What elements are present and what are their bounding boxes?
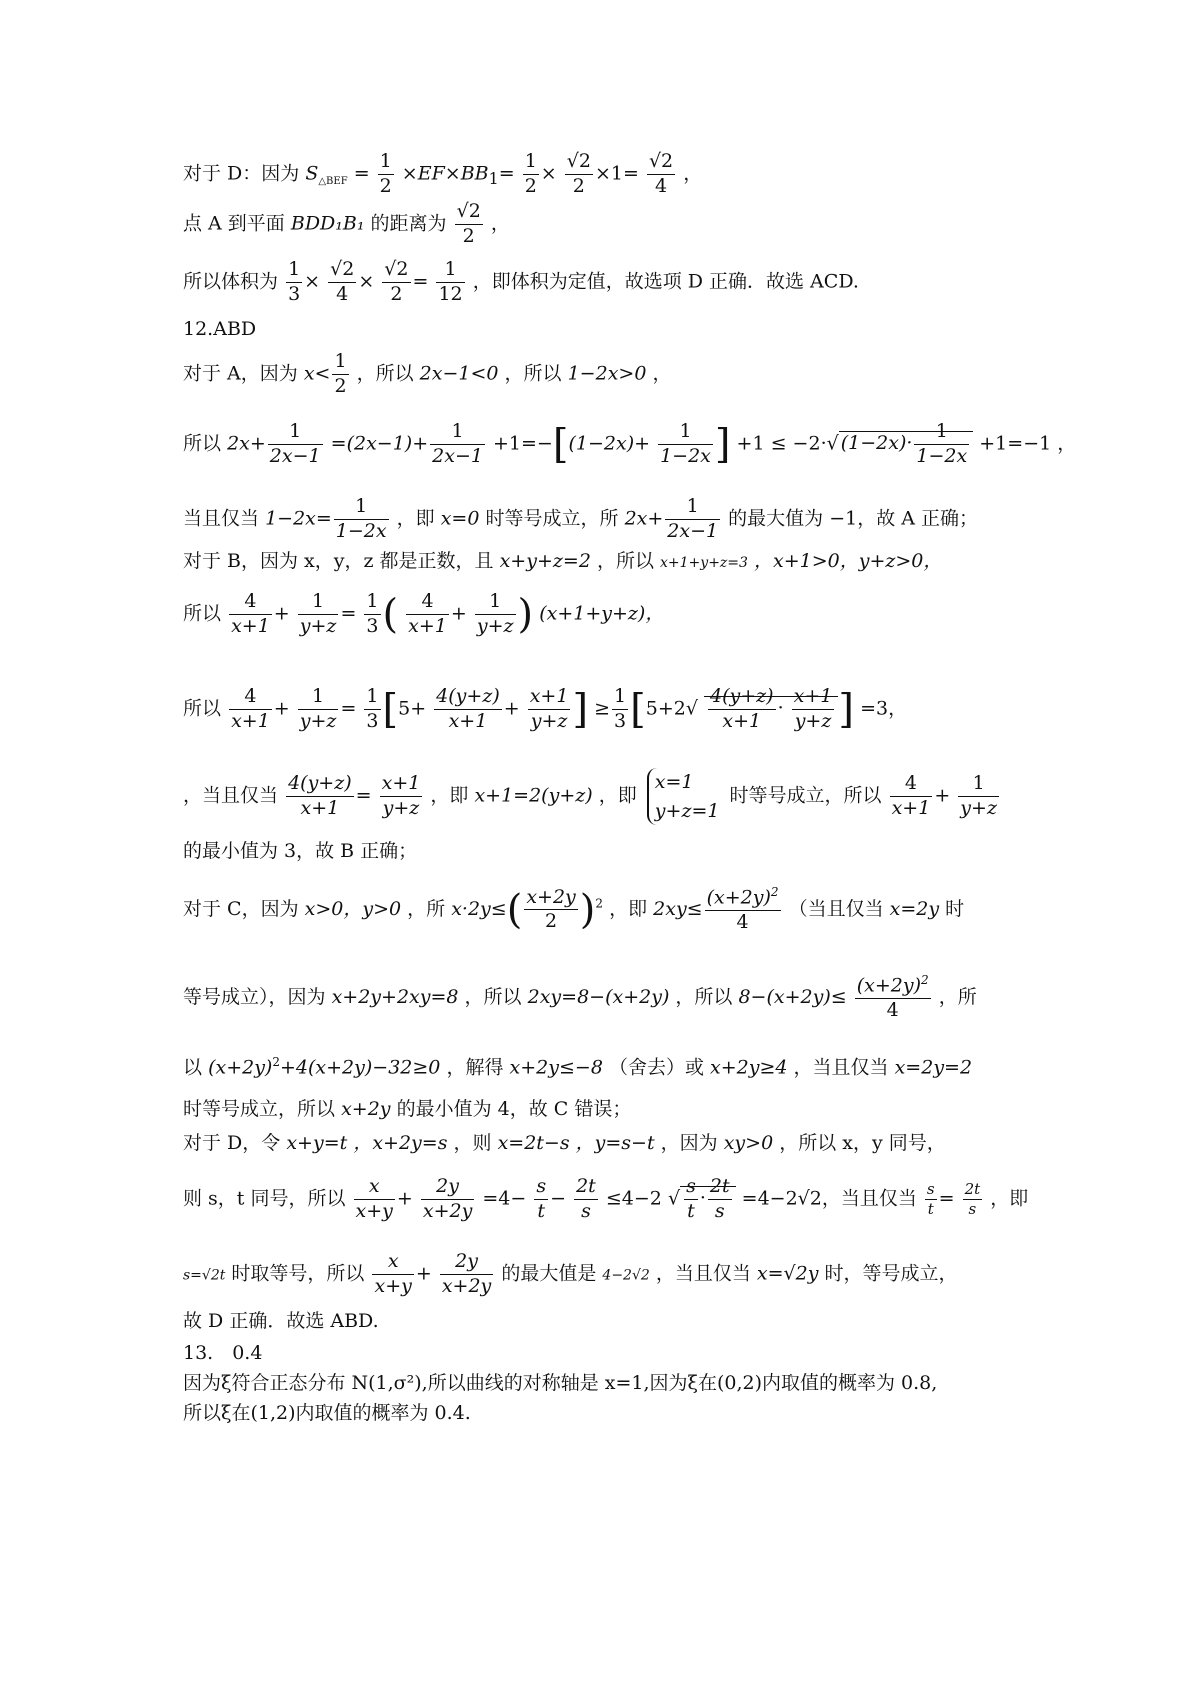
text: ，: [1057, 432, 1077, 455]
case-1: x=1: [654, 771, 694, 793]
solution-a-line-2: 所以 2x+ $\frac{1}{2x-1}$ =(2x−1)+ $\frac{1}{2x-1}$ +1=−[(1−2x)+ $\frac{1}{1-2x}$ ] +1 ≤ −2·√ (1−2x)· $\frac{1}{1-2x}$ +1=−1 ，: [183, 420, 1077, 468]
solution-b-line-3: 所以 $\frac{4}{x+1}$ + $\frac{1}{y+z}$ = $\frac{1}{3}$ [5+ $\frac{4(y+z)}{x+1}$ + $\frac{x+1}{y+z}$ ] ≥ $\frac{1}{3}$ [5+2√ $\frac{4(y+z)}{x+1}$ · $\frac{x+1}{y+z}$ ] =3，: [183, 685, 908, 733]
math: x=√2y: [756, 1262, 819, 1285]
text: 的最大值为 −1，故 A 正确；: [728, 507, 979, 530]
math: x>0，y>0: [304, 897, 402, 920]
solution-c-line-1: 对于 C，因为 x>0，y>0 ，所 x·2y≤( $\frac{x+2y}{2}$ )$^2$ ，即 2xy≤ $\frac{(x+2y)^2}{4}$ （当且仅当 x=2y 时: [183, 885, 965, 934]
text: 时，等号成立，: [824, 1262, 958, 1285]
text: 所以: [183, 697, 222, 720]
solution-a-line-1: 对于 A，因为 x< $\frac{1}{2}$ ，所以 2x−1<0 ，所以 1−2x>0 ，: [183, 350, 672, 397]
text: 的距离为: [370, 212, 447, 235]
math: x+y+z=2: [499, 550, 591, 572]
text: ，即: [430, 784, 469, 807]
text: ，所以: [356, 362, 414, 385]
text: （舍去）或: [608, 1056, 704, 1079]
text: 等号成立），因为: [183, 985, 326, 1008]
text: （当且仅当: [788, 897, 884, 920]
math: 2x−1<0: [419, 362, 499, 385]
math: x=2y: [889, 897, 940, 920]
math: +4(x+2y)−32≥0: [280, 1056, 441, 1079]
math: ，x+2y=s: [353, 1132, 448, 1154]
solution-c-line-4: [183, 1098, 631, 1122]
text: ，即: [598, 784, 637, 807]
solution-a-line-3: 当且仅当 1−2x= $\frac{1}{1-2x}$ ，即 x=0 时等号成立，所 2x+ $\frac{1}{2x-1}$ 的最大值为 −1，故 A 正确；: [183, 495, 979, 542]
math-plane: BDD₁B₁: [290, 212, 365, 235]
text: 对于 D，令: [183, 1132, 281, 1154]
math: x=0: [440, 507, 480, 530]
text: ，当且仅当: [183, 784, 279, 807]
question-12-answer: 12.ABD: [183, 318, 257, 340]
text: 所以体积为: [183, 270, 279, 293]
text: 时取等号，所以: [231, 1262, 365, 1285]
math: x+1=2(y+z): [474, 784, 593, 807]
text: ，当且仅当: [793, 1056, 889, 1079]
text: 点 A 到平面: [183, 212, 285, 235]
text: 时等号成立，所以: [183, 1098, 336, 1120]
text: 的最小值为 4，故 C 错误；: [396, 1098, 632, 1120]
text: ，所以: [675, 985, 733, 1008]
math: ，y=s−t: [575, 1132, 655, 1154]
solution-d-line-2: 点 A 到平面 BDD₁B₁ 的距离为 $\frac{√2}{2}$ ，: [183, 200, 510, 247]
solution-d-line-5: 则 s，t 同号，所以 $\frac{x}{x+y}$ + $\frac{2y}{x+2y}$ =4− $\frac{s}{t}$ − $\frac{2t}{s}$ ≤4−2 √ $\frac{s}{t}$ · $\frac{2t}{s}$ =4−2√2，当且仅当 $\frac{s}{t}$ = $\frac{2t}{s}$ ，即: [183, 1175, 1029, 1222]
text: ≤4−2: [605, 1187, 662, 1210]
text: ，: [683, 162, 703, 185]
text: =4−2√2，当且仅当: [741, 1187, 917, 1210]
text: ，所以: [596, 550, 654, 572]
text: 的最大值是: [501, 1262, 597, 1285]
case-2: y+z=1: [654, 799, 720, 822]
text: ，所: [938, 985, 977, 1008]
math: 1−2x>0: [567, 362, 647, 385]
math: x+2y≥4: [710, 1056, 788, 1079]
text: ，即: [396, 507, 435, 530]
solution-c-line-3: 以 $(x+2y)^2+4(x+2y)-32\ge 0$ ，解得 x+2y≤−8 （舍去）或 x+2y≥4 ，当且仅当 x=2y=2: [183, 1055, 973, 1079]
solution-b-line-4: ，当且仅当 $\frac{4(y+z)}{x+1}$ = $\frac{x+1}{y+z}$ ，即 x+1=2(y+z) ，即 x=1 y+z=1 时等号成立，所以 $\frac{4}{x+1}$ + $\frac{1}{y+z}$: [183, 768, 1001, 825]
solution-c-line-2: 等号成立），因为 x+2y+2xy=8 ，所以 2xy=8−(x+2y) ，所以 8−(x+2y)≤ $\frac{(x+2y)^2}{4}$ ，所: [183, 973, 977, 1022]
math: x+2y+2xy=8: [331, 985, 459, 1008]
text: ，所以: [504, 362, 562, 385]
math: xy>0: [723, 1132, 774, 1154]
text: 对于 C，因为: [183, 897, 299, 920]
question-13-answer: 13. 0.4: [183, 1342, 263, 1364]
text: 对于 D：因为: [183, 162, 300, 185]
text: =3，: [860, 697, 908, 720]
math: x+1+y+z=3: [660, 555, 748, 571]
math: (x+2y): [208, 1056, 273, 1079]
math: 2xy=8−(x+2y): [527, 985, 670, 1008]
math: (x+1+y+z)，: [539, 602, 665, 625]
text: ，即体积为定值，故选项 D 正确．故选 ACD.: [472, 270, 859, 293]
text: ，所: [407, 897, 446, 920]
solution-b-line-1: [183, 550, 942, 574]
math: x+2y: [341, 1098, 391, 1120]
text: ，所以 x，y 同号，: [779, 1132, 946, 1154]
text: ，即: [609, 897, 648, 920]
text: =4−: [482, 1187, 527, 1210]
text: ，即: [990, 1187, 1029, 1210]
text: 对于 A，因为: [183, 362, 298, 385]
text: 时等号成立，所以: [729, 784, 882, 807]
math: s=√2t: [183, 1267, 226, 1284]
solution-b-line-5: 的最小值为 3，故 B 正确；: [183, 840, 418, 862]
text: ，: [490, 212, 510, 235]
text: 时: [945, 897, 965, 920]
math: x=2y=2: [894, 1056, 973, 1079]
text: ，则: [453, 1132, 492, 1154]
text: ，因为: [660, 1132, 718, 1154]
text: 所以: [183, 432, 222, 455]
math: x+y=t: [286, 1132, 348, 1154]
math: 4−2√2: [602, 1267, 650, 1284]
solution-d-line-1: 对于 D：因为 $S_{\triangle BEF}$ = $\frac{1}{2}$ $\times EF\times BB_1=$ $\frac{1}{2}$ × $\frac{√2}{2}$ ×1= $\frac{√2}{4}$ ，: [183, 150, 703, 197]
math: ，x+1>0，y+z>0，: [753, 550, 943, 572]
text: 对于 B，因为 x，y，z 都是正数，且: [183, 550, 494, 572]
text: 当且仅当: [183, 507, 260, 530]
case-system: [647, 768, 720, 825]
math-sub: △BEF: [318, 176, 348, 188]
math: 8−(x+2y)≤: [738, 985, 847, 1008]
text: 以: [183, 1056, 203, 1079]
solution-d-line-7: 故 D 正确．故选 ABD.: [183, 1310, 379, 1332]
solution-d-line-4: [183, 1132, 946, 1156]
solution-d-line-6: s=√2t 时取等号，所以 $\frac{x}{x+y}$ + $\frac{2y}{x+2y}$ 的最大值是 4−2√2 ，当且仅当 x=√2y 时，等号成立，: [183, 1250, 958, 1297]
math: x=2t−s: [497, 1132, 570, 1154]
text: ，当且仅当: [655, 1262, 751, 1285]
math: x+2y≤−8: [509, 1056, 603, 1079]
text: ，所以: [464, 985, 522, 1008]
solution-13-line-2: 所以ξ在(1,2)内取值的概率为 0.4.: [183, 1402, 471, 1424]
solution-13-line-1: 因为ξ符合正态分布 N(1,σ²),所以曲线的对称轴是 x=1,因为ξ在(0,2)内取值的概率为 0.8,: [183, 1372, 938, 1394]
text: 则 s，t 同号，所以: [183, 1187, 346, 1210]
math-s: S: [305, 162, 319, 185]
text: 所以: [183, 602, 222, 625]
solution-d-line-3: 所以体积为 $\frac{1}{3}$ × $\frac{√2}{4}$ × $\frac{√2}{2}$ = $\frac{1}{12}$ ，即体积为定值，故选项 D 正确．故选 ACD.: [183, 258, 859, 305]
text: ，解得: [446, 1056, 504, 1079]
text: ，: [652, 362, 672, 385]
solution-b-line-2: 所以 $\frac{4}{x+1}$ + $\frac{1}{y+z}$ = $\frac{1}{3}$ ( $\frac{4}{x+1}$ + $\frac{1}{y+z}$ ) (x+1+y+z)，: [183, 590, 665, 638]
text: 时等号成立，所: [485, 507, 619, 530]
